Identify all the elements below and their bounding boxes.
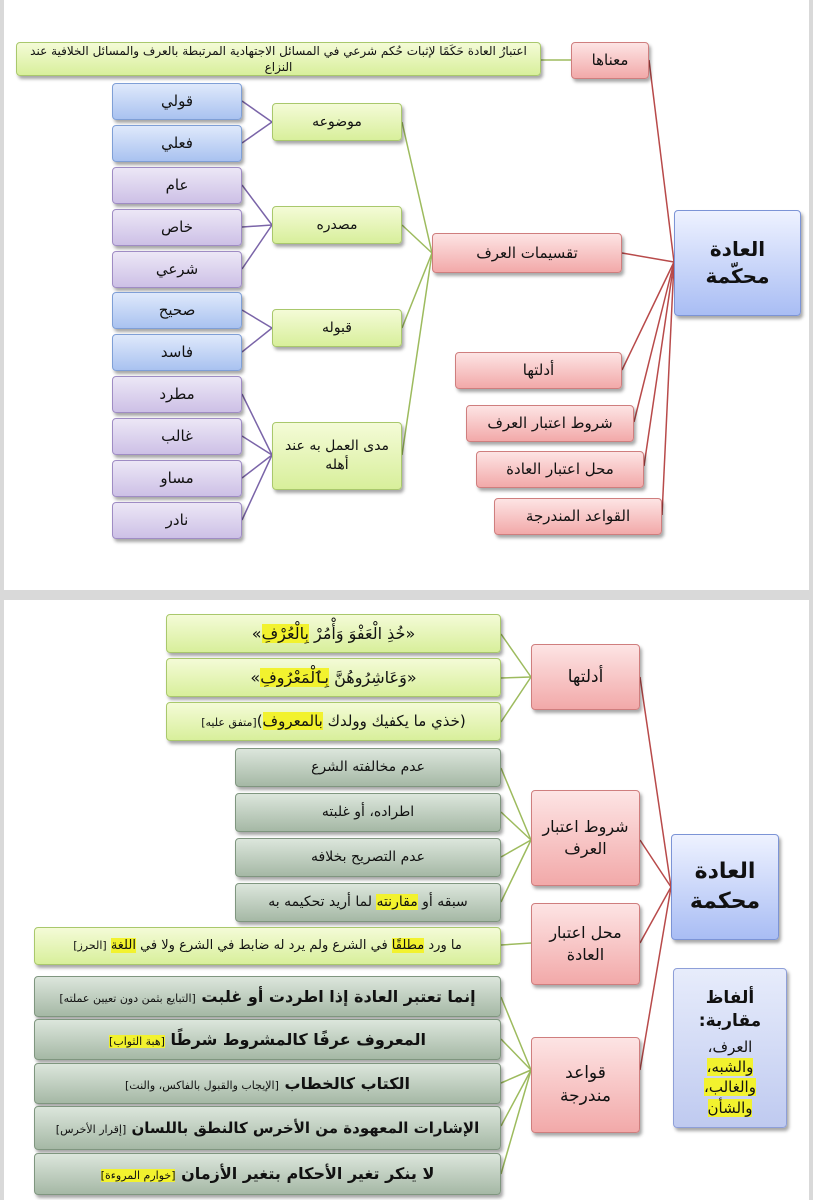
meaning-node: معناها bbox=[571, 42, 649, 79]
scope-node-bottom: محل اعتبار العادة bbox=[531, 903, 640, 985]
rule-5: لا ينكر تغير الأحكام بتغير الأزمان [خوارم المروءة] bbox=[34, 1153, 501, 1195]
condition-4: سبقه أو مقارنته لما أريد تحكيمه به bbox=[235, 883, 501, 922]
synonym-4: والشأن bbox=[707, 1098, 753, 1117]
rule-4: الإشارات المعهودة من الأخرس كالنطق باللسان [إقرار الأخرس] bbox=[34, 1106, 501, 1150]
leaf-prevalent: غالب bbox=[112, 418, 242, 455]
synonym-1: العرف، bbox=[707, 1037, 753, 1056]
evidence-verse-1: «خُذِ الْعَفْوَ وَأْمُرْ بِالْعُرْفِ» bbox=[166, 614, 501, 653]
evidence-verse-2: «وَعَاشِرُوهُنَّ بِٱلْمَعْرُوفِ» bbox=[166, 658, 501, 697]
synonyms-title: ألفاظ مقاربة: bbox=[698, 988, 762, 1031]
rule-1: إنما تعتبر العادة إذا اطردت أو غلبت [التبايع بثمن دون تعيين عملته] bbox=[34, 976, 501, 1017]
meaning-text: اعتبارُ العادة حَكَمًا لإثبات حُكم شرعي في المسائل الاجتهادية المرتبطة بالعرف والمسائل الخلافية عند النزاع bbox=[16, 42, 541, 76]
conditions-node-bottom: شروط اعتبار العرف bbox=[531, 790, 640, 886]
condition-2: اطراده، أو غلبته bbox=[235, 793, 501, 832]
scope-node: محل اعتبار العادة bbox=[476, 451, 644, 488]
conditions-node: شروط اعتبار العرف bbox=[466, 405, 634, 442]
top-panel bbox=[4, 0, 809, 590]
leaf-valid: صحيح bbox=[112, 292, 242, 329]
synonym-2: والشبه، bbox=[706, 1058, 754, 1077]
evidence-hadith: (خذي ما يكفيك وولدك بالمعروف)[متفق عليه] bbox=[166, 702, 501, 741]
source-node: مصدره bbox=[272, 206, 402, 244]
leaf-rare: نادر bbox=[112, 502, 242, 539]
leaf-general: عام bbox=[112, 167, 242, 204]
subject-node: موضوعه bbox=[272, 103, 402, 141]
evidence-node: أدلتها bbox=[455, 352, 622, 389]
condition-3: عدم التصريح بخلافه bbox=[235, 838, 501, 877]
leaf-practical: فعلي bbox=[112, 125, 242, 162]
synonym-3: والغالب، bbox=[704, 1078, 756, 1097]
root-node: العادة محكّمة bbox=[674, 210, 801, 316]
leaf-invalid: فاسد bbox=[112, 334, 242, 371]
rules-node-bottom: قواعد مندرجة bbox=[531, 1037, 640, 1133]
rules-node: القواعد المندرجة bbox=[494, 498, 662, 535]
acceptance-node: قبوله bbox=[272, 309, 402, 347]
condition-1: عدم مخالفته الشرع bbox=[235, 748, 501, 787]
leaf-legal: شرعي bbox=[112, 251, 242, 288]
root-node-bottom: العادة محكمة bbox=[671, 834, 779, 940]
practice-node: مدى العمل به عند أهله bbox=[272, 422, 402, 490]
synonyms-box bbox=[673, 968, 787, 1128]
evidence-node-bottom: أدلتها bbox=[531, 644, 640, 710]
scope-text: ما ورد مطلقًا في الشرع ولم يرد له ضابط في الشرع ولا في اللغة [الحرز] bbox=[34, 927, 501, 965]
leaf-specific: خاص bbox=[112, 209, 242, 246]
rule-2: المعروف عرفًا كالمشروط شرطًا [هبة الثواب] bbox=[34, 1019, 501, 1060]
bottom-panel bbox=[4, 600, 809, 1200]
divisions-node: تقسيمات العرف bbox=[432, 233, 622, 273]
leaf-verbal: قولي bbox=[112, 83, 242, 120]
leaf-equal: مساو bbox=[112, 460, 242, 497]
rule-3: الكتاب كالخطاب [الإيجاب والقبول بالفاكس، والنت] bbox=[34, 1063, 501, 1104]
leaf-consistent: مطرد bbox=[112, 376, 242, 413]
